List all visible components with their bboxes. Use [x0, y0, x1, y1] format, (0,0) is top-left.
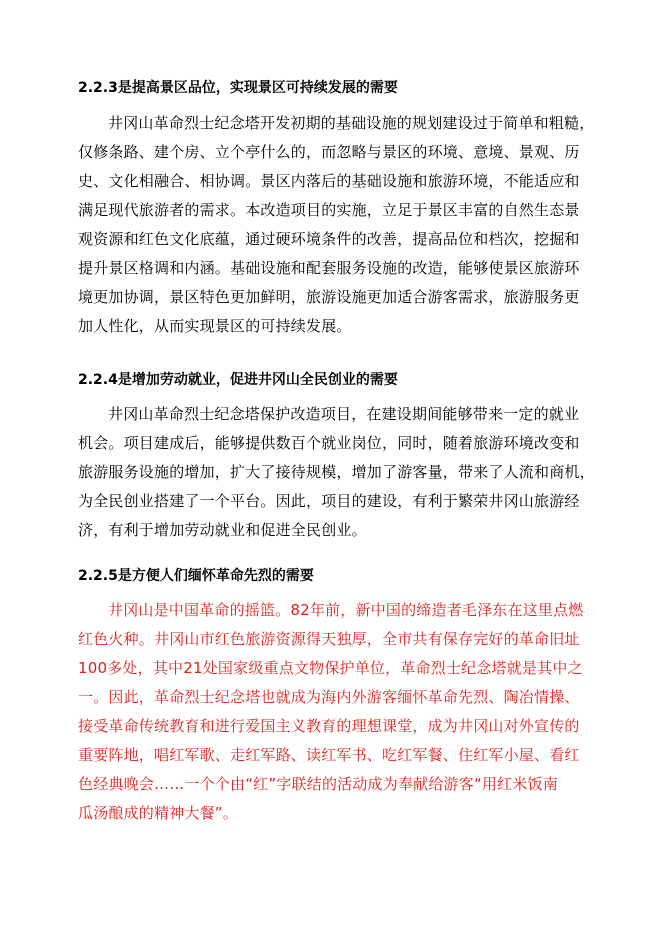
paragraph-line: 井冈山革命烈士纪念塔保护改造项目，在建设期间能够带来一定的就业	[108, 405, 580, 423]
paragraph-line: 满足现代旅游者的需求。本改造项目的实施，立足于景区丰富的自然生态景	[78, 201, 580, 219]
section-heading-2-2-4: 2.2.4是增加劳动就业，促进井冈山全民创业的需要	[78, 372, 398, 388]
paragraph-line: 100多处，其中21处国家级重点文物保护单位，革命烈士纪念塔就是其中之	[78, 659, 583, 677]
paragraph-line: 井冈山是中国革命的摇篮。82年前，新中国的缔造者毛泽东在这里点燃	[108, 601, 584, 619]
paragraph-line: 为全民创业搭建了一个平台。因此，项目的建设，有利于繁荣井冈山旅游经	[78, 492, 580, 510]
paragraph-line: 红色火种。井冈山市红色旅游资源得天独厚，全市共有保存完好的革命旧址	[78, 630, 580, 648]
section-heading-2-2-5: 2.2.5是方便人们缅怀革命先烈的需要	[78, 568, 314, 584]
section-paragraph-2-2-3	[78, 109, 596, 341]
paragraph-line: 色经典晚会……一个个由“红”字联结的活动成为奉献给游客“用红米饭南	[78, 775, 558, 793]
paragraph-line: 机会。项目建成后，能够提供数百个就业岗位，同时，随着旅游环境改变和	[78, 434, 580, 452]
paragraph-line: 接受革命传统教育和进行爱国主义教育的理想课堂，成为井冈山对外宣传的	[78, 717, 580, 735]
paragraph-line: 加人性化，从而实现景区的可持续发展。	[78, 317, 352, 335]
paragraph-line: 济，有利于增加劳动就业和促进全民创业。	[78, 521, 367, 539]
paragraph-line: 史、文化相融合、相协调。景区内落后的基础设施和旅游环境，不能适应和	[78, 172, 580, 190]
paragraph-line: 旅游服务设施的增加，扩大了接待规模，增加了游客量，带来了人流和商机，	[78, 463, 595, 481]
paragraph-line: 仅修条路、建个房、立个亭什么的，而忽略与景区的环境、意境、景观、历	[78, 143, 580, 161]
section-paragraph-2-2-5	[78, 596, 596, 828]
paragraph-line: 提升景区格调和内涵。基础设施和配套服务设施的改造，能够使景区旅游环	[78, 259, 580, 277]
paragraph-line: 重要阵地，唱红军歌、走红军路、读红军书、吃红军餐、住红军小屋、看红	[78, 746, 580, 764]
paragraph-line: 境更加协调，景区特色更加鲜明，旅游设施更加适合游客需求，旅游服务更	[78, 288, 580, 306]
paragraph-line: 瓜汤酿成的精神大餐”。	[78, 804, 238, 822]
section-paragraph-2-2-4	[78, 400, 596, 545]
paragraph-line: 观资源和红色文化底蕴，通过硬环境条件的改善，提高品位和档次，挖掘和	[78, 230, 580, 248]
section-heading-2-2-3: 2.2.3是提高景区品位，实现景区可持续发展的需要	[78, 80, 398, 96]
paragraph-line: 一。因此，革命烈士纪念塔也就成为海内外游客缅怀革命先烈、陶冶情操、	[78, 688, 580, 706]
paragraph-line: 井冈山革命烈士纪念塔开发初期的基础设施的规划建设过于简单和粗糙，	[108, 114, 595, 132]
